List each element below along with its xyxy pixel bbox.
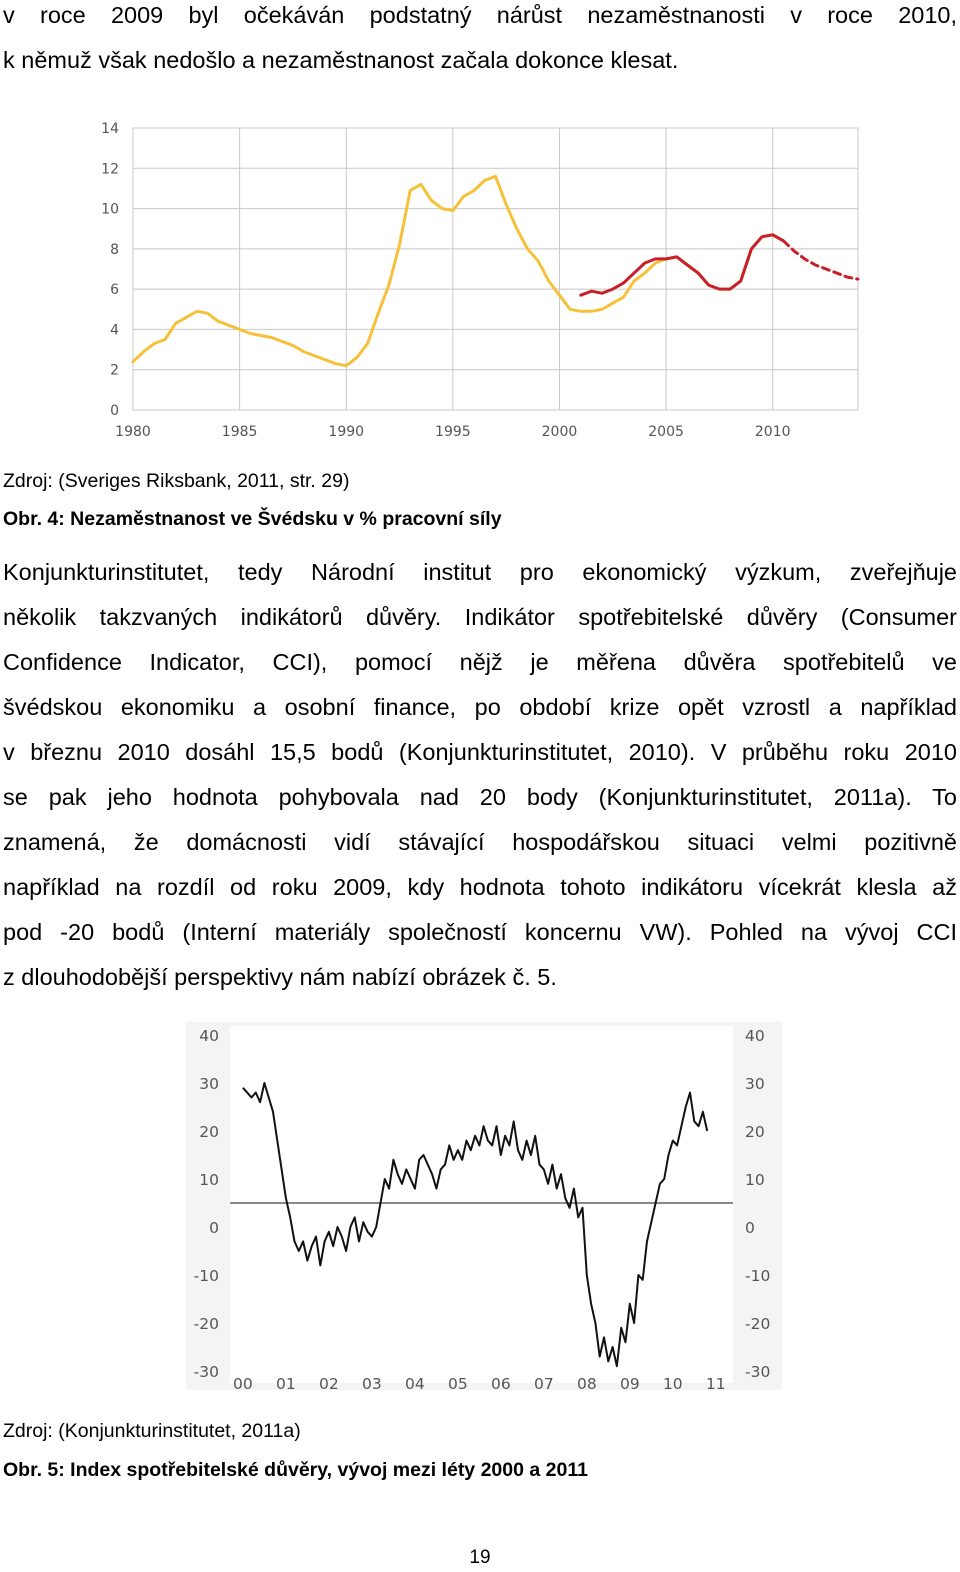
x-tick-label: 07 xyxy=(533,1375,554,1393)
x-tick-label: 2000 xyxy=(541,424,578,440)
text-line: v roce 2009 byl očekáván podstatný nárůst nezaměstnanosti v roce 2010, xyxy=(3,2,957,28)
text-line: švédskou ekonomiku a osobní finance, po období krize opět vzrostl a například xyxy=(3,694,957,720)
y-tick-label-left: 20 xyxy=(199,1123,219,1141)
x-tick-label: 04 xyxy=(404,1375,425,1393)
text-line: Confidence Indicator, CCI), pomocí nějž je měřena důvěra spotřebitelů ve xyxy=(3,649,957,675)
y-tick-label-left: -10 xyxy=(193,1267,219,1285)
y-tick-label-right: 10 xyxy=(745,1171,765,1189)
x-tick-label: 08 xyxy=(576,1375,597,1393)
x-tick-label: 05 xyxy=(447,1375,468,1393)
y-tick-label-left: -30 xyxy=(193,1363,219,1381)
y-tick-label-left: 0 xyxy=(209,1219,219,1237)
figure-caption: Obr. 4: Nezaměstnanost ve Švédsku v % pracovní síly xyxy=(3,508,502,530)
y-tick-label: 0 xyxy=(110,403,119,419)
text-line: několik takzvaných indikátorů důvěry. Indikátor spotřebitelské důvěry (Consumer xyxy=(3,604,957,630)
y-tick-label: 8 xyxy=(110,241,119,258)
y-tick-label: 4 xyxy=(110,322,119,339)
x-tick-label: 01 xyxy=(276,1375,296,1393)
y-tick-label: 10 xyxy=(101,201,119,218)
x-tick-label: 11 xyxy=(705,1375,726,1393)
text-line: z dlouhodobější perspektivy nám nabízí obrázek č. 5. xyxy=(3,964,557,990)
x-tick-label: 1990 xyxy=(328,424,365,440)
figure-source: Zdroj: (Konjunkturinstitutet, 2011a) xyxy=(3,1420,301,1442)
x-tick-label: 1985 xyxy=(221,424,258,440)
x-tick-label: 09 xyxy=(619,1375,640,1393)
text-line: v březnu 2010 dosáhl 15,5 bodů (Konjunkturinstitutet, 2010). V průběhu roku 2010 xyxy=(3,739,957,765)
y-tick-label: 14 xyxy=(101,121,119,137)
x-tick-label: 2010 xyxy=(754,424,791,440)
figure-caption: Obr. 5: Index spotřebitelské důvěry, vývoj mezi léty 2000 a 2011 xyxy=(3,1459,588,1481)
y-tick-label-right: 0 xyxy=(745,1219,755,1237)
x-tick-label: 00 xyxy=(233,1375,253,1393)
text-line: pod -20 bodů (Interní materiály společností koncernu VW). Pohled na vývoj CCI xyxy=(3,919,957,945)
x-tick-label: 02 xyxy=(319,1375,339,1393)
y-tick-label-right: -20 xyxy=(745,1315,771,1333)
y-tick-label-left: 10 xyxy=(199,1171,219,1189)
y-tick-label-right: 20 xyxy=(745,1123,765,1141)
x-tick-label: 10 xyxy=(662,1375,683,1393)
text-line: Konjunkturinstitutet, tedy Národní institut pro ekonomický výzkum, zveřejňuje xyxy=(3,559,957,585)
page-number: 19 xyxy=(469,1547,491,1568)
x-tick-label: 1995 xyxy=(435,424,471,440)
y-tick-label: 2 xyxy=(110,362,119,379)
text-line: se pak jeho hodnota pohybovala nad 20 body (Konjunkturinstitutet, 2011a). To xyxy=(3,784,957,810)
y-tick-label-left: 30 xyxy=(199,1075,219,1093)
x-tick-label: 2005 xyxy=(648,424,684,440)
y-tick-label-left: -20 xyxy=(193,1315,219,1333)
figure-source: Zdroj: (Sveriges Riksbank, 2011, str. 29) xyxy=(3,470,350,492)
unemployment-chart xyxy=(0,0,960,460)
plot-area xyxy=(230,1026,733,1383)
y-tick-label-left: 40 xyxy=(199,1027,219,1045)
body-paragraph xyxy=(3,550,957,1000)
text-line: k němuž však nedošlo a nezaměstnanost začala dokonce klesat. xyxy=(3,47,679,73)
y-tick-label-right: -30 xyxy=(745,1363,771,1381)
text-line: znamená, že domácnosti vidí stávající hospodářskou situaci velmi pozitivně xyxy=(3,829,957,855)
y-tick-label-right: -10 xyxy=(745,1267,771,1285)
x-tick-label: 1980 xyxy=(115,424,151,440)
y-tick-label-right: 40 xyxy=(745,1027,765,1045)
y-tick-label-right: 30 xyxy=(745,1075,765,1093)
plot-area xyxy=(133,128,858,410)
consumer-confidence-chart xyxy=(0,1010,960,1400)
x-tick-label: 06 xyxy=(490,1375,511,1393)
y-tick-label: 12 xyxy=(101,161,119,178)
text-line: například na rozdíl od roku 2009, kdy hodnota tohoto indikátoru vícekrát klesla až xyxy=(3,874,957,900)
x-tick-label: 03 xyxy=(362,1375,382,1393)
y-tick-label: 6 xyxy=(110,282,119,299)
